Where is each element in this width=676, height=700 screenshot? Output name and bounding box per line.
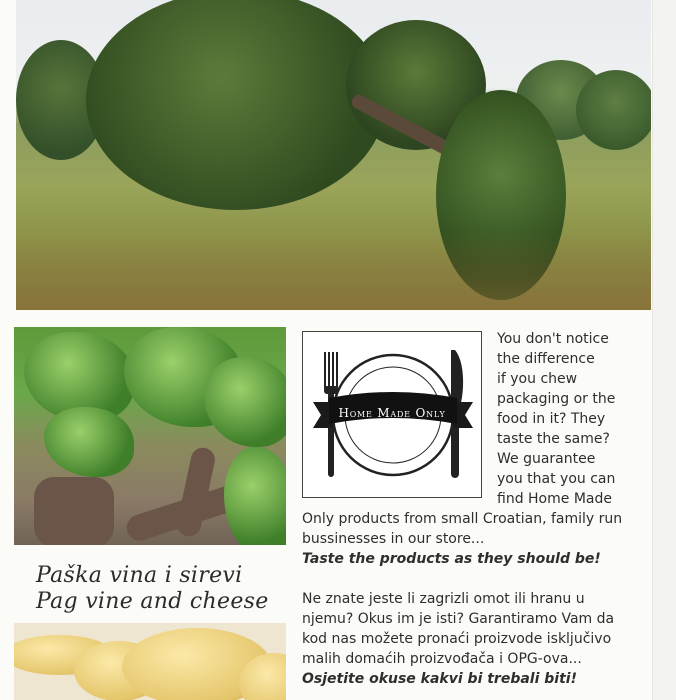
text-line: njemu? Okus im je isti? Garantiramo Vam da [302,611,615,627]
pag-title-english: Pag vine and cheese [36,589,269,614]
olive-trees-photo [16,0,651,310]
cheese-photo [14,623,286,700]
text-line: taste the same? [497,431,610,447]
text-line: food in it? They [497,411,606,427]
text-line: Ne znate jeste li zagrizli omot ili hranu u [302,591,585,607]
home-made-only-logo [302,331,482,498]
text-line: the difference [497,351,595,367]
ground [16,230,651,310]
vine-leaf [44,407,134,477]
text-line: You don't notice [497,331,609,347]
vine-leaf [224,447,286,545]
vine-trunk [34,477,114,545]
text-line: packaging or the [497,391,616,407]
text-line: We guarantee [497,451,596,467]
english-text-narrow [497,329,647,509]
page-edge [652,0,676,700]
text-line: kod nas možete pronaći proizvode isključivo [302,631,612,647]
text-line: if you chew [497,371,578,387]
tree-shape [576,70,651,150]
english-tagline: Taste the products as they should be! [302,551,601,567]
text-line: bussinesses in our store... [302,531,485,547]
pag-title-croatian: Paška vina i sirevi [36,563,243,588]
text-line: malih domaćih proizvođača i OPG-ova... [302,651,582,667]
text-line: Only products from small Croatian, family run [302,511,623,527]
text-line: you that you can [497,471,616,487]
croatian-tagline: Osjetite okuse kakvi bi trebali biti! [302,671,577,687]
text-line: find Home Made [497,491,612,507]
grapevine-photo [14,327,286,545]
croatian-text [302,589,642,689]
pag-title-block [14,545,286,700]
english-text-wide [302,509,642,569]
tree-shape [86,0,386,210]
logo-banner-text: Home Made Only [338,406,446,420]
vine-leaf [204,357,286,447]
